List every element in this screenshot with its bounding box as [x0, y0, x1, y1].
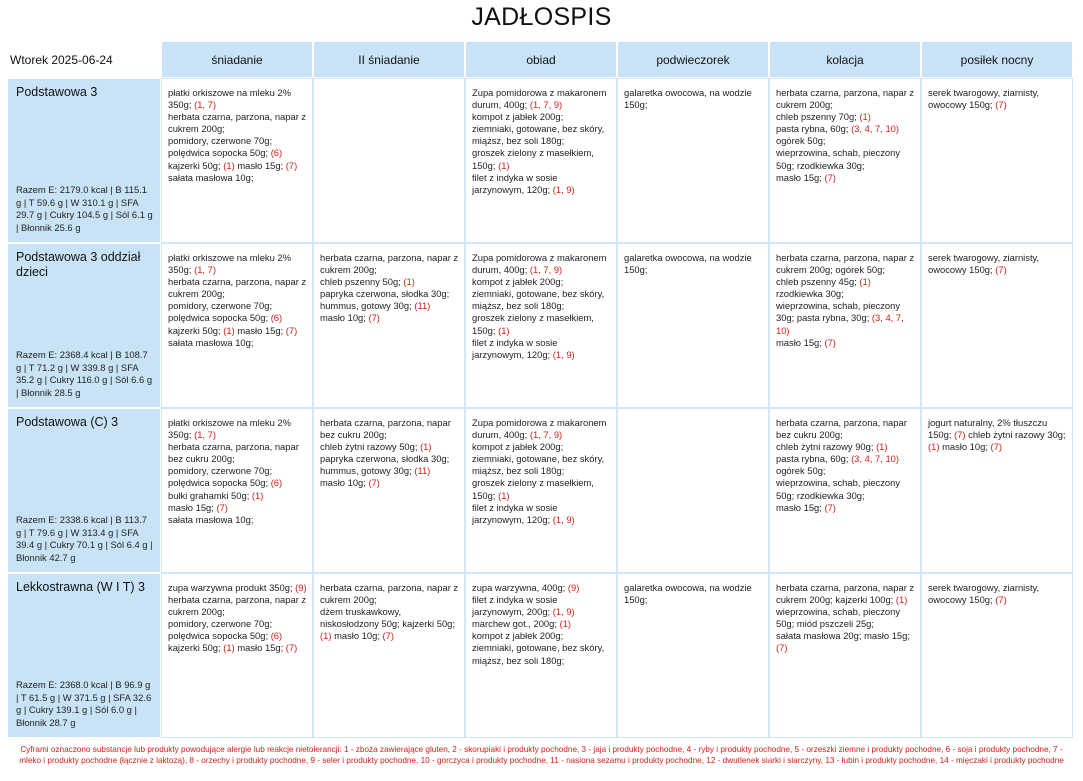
menu-item-text: jogurt naturalny, 2% tłuszczu 150g;	[928, 417, 1048, 441]
menu-item-text: groszek zielony z masełkiem, 150g;	[472, 477, 594, 501]
menu-item	[776, 417, 907, 440]
menu-item-text: filet z indyka w sosie jarzynowym, 120g;	[472, 336, 558, 360]
menu-item-text: masło 15g;	[864, 630, 910, 642]
meal-cell	[770, 574, 920, 737]
diet-summary: Razem E: 2179.0 kcal | B 115.1 g | T 59.6 g | W 310.1 g | SFA 29.7 g | Cukry 104.5 g | Sól 6.1 g | Błonnik 25.6 g	[16, 184, 153, 233]
allergen-code: (7)	[368, 312, 380, 324]
meal-header: podwieczorek	[618, 42, 768, 77]
menu-item	[237, 160, 297, 171]
menu-item	[168, 594, 306, 617]
meal-cell	[466, 409, 616, 572]
menu-item-text: miód pszczeli 25g;	[796, 618, 874, 630]
meal-cell	[922, 79, 1072, 242]
menu-item-text: herbata czarna, parzona, napar bez cukru 200g;	[320, 417, 451, 441]
diet-cell	[8, 244, 160, 407]
menu-item	[320, 477, 380, 488]
menu-item	[320, 465, 430, 476]
meal-cell	[618, 244, 768, 407]
allergen-code: (3, 4, 7, 10)	[851, 123, 900, 135]
menu-item-text: ogórek 50g;	[835, 264, 885, 276]
menu-item	[320, 417, 451, 440]
menu-item	[472, 630, 563, 641]
menu-item	[168, 160, 235, 171]
meal-header: II śniadanie	[314, 42, 464, 77]
allergen-code: (1)	[876, 441, 888, 453]
menu-item-text: chleb pszenny 70g;	[776, 111, 857, 123]
menu-item	[320, 441, 432, 452]
page-title: JADŁOSPIS	[471, 3, 612, 31]
menu-item	[472, 123, 604, 146]
menu-item-text: herbata czarna, parzona, napar z cukrem 200g;	[776, 582, 915, 606]
menu-item-text: filet z indyka w sosie jarzynowym, 120g;	[472, 501, 558, 525]
allergen-code: (1)	[859, 276, 871, 288]
menu-item-text: polędwica sopocka 50g;	[168, 477, 269, 489]
menu-item-text: pomidory, czerwone 70g;	[168, 618, 273, 630]
allergen-code: (6)	[270, 630, 283, 642]
menu-item-text: kajzerki 50g;	[168, 324, 221, 336]
meal-header: kolacja	[770, 42, 920, 77]
menu-item-text: chleb żytni razowy 50g;	[320, 441, 418, 453]
menu-item-text: Zupa pomidorowa z makaronem durum, 400g;	[472, 252, 607, 276]
meal-cell	[162, 79, 312, 242]
allergen-code: (7)	[990, 441, 1003, 453]
menu-item	[168, 172, 253, 183]
menu-table	[6, 40, 1074, 739]
menu-item-text: masło 15g;	[776, 171, 822, 183]
menu-item-text: ziemniaki, gotowane, bez skóry, miąższ, bez soli 180g;	[472, 642, 605, 666]
meal-cell	[162, 574, 312, 737]
allergen-code: (1, 7)	[194, 99, 216, 111]
menu-item-text: ziemniaki, gotowane, bez skóry, miąższ, bez soli 180g;	[472, 288, 605, 312]
menu-item-text: herbata czarna, parzona, napar z cukrem 200g;	[168, 276, 307, 300]
allergen-code: (1, 9)	[552, 513, 575, 525]
menu-item	[776, 441, 888, 452]
menu-item	[168, 300, 272, 311]
allergen-code: (1)	[498, 324, 510, 336]
menu-item-text: dżem truskawkowy, niskosłodzony 50g;	[320, 606, 402, 630]
meal-cell	[314, 409, 464, 572]
menu-item	[472, 87, 606, 110]
allergen-code: (7)	[776, 642, 788, 654]
menu-item	[168, 147, 282, 158]
menu-item	[168, 312, 282, 323]
menu-item	[237, 642, 297, 653]
menu-item-text: kompot z jabłek 200g;	[472, 276, 564, 288]
meal-cell	[922, 244, 1072, 407]
allergen-code: (1, 7, 9)	[529, 264, 563, 276]
meal-cell	[922, 574, 1072, 737]
menu-item	[776, 312, 904, 335]
menu-item-text: ogórek 50g;	[776, 135, 826, 147]
menu-item	[472, 288, 604, 311]
menu-item-text: ziemniaki, gotowane, bez skóry, miąższ, bez soli 180g;	[472, 123, 605, 147]
menu-item-text: kajzerki 50g;	[402, 618, 455, 630]
menu-item-text: kajzerki 50g;	[168, 642, 221, 654]
menu-item-text: serek twarogowy, ziarnisty, owocowy 150g;	[928, 582, 1040, 606]
diet-summary: Razem E: 2338.6 kcal | B 113.7 g | T 79.6 g | W 313.4 g | SFA 39.4 g | Cukry 70.1 g | Sól 6.4 g | Błonnik 42.7 g	[16, 514, 153, 563]
menu-item-text: rzodkiewka 30g;	[796, 489, 865, 501]
menu-item	[776, 111, 871, 122]
menu-item-text: herbata czarna, parzona, napar z cukrem 200g;	[168, 594, 307, 618]
menu-item	[472, 312, 594, 335]
menu-item-text: masło 10g;	[942, 441, 988, 453]
allergen-code: (1, 9)	[552, 606, 575, 618]
meal-cell	[162, 409, 312, 572]
allergen-code: (1)	[928, 441, 940, 453]
menu-item-text: herbata czarna, parzona, napar z cukrem 200g;	[168, 111, 307, 135]
diet-cell	[8, 574, 160, 737]
menu-item-text: polędwica sopocka 50g;	[168, 630, 269, 642]
menu-item	[168, 618, 272, 629]
menu-item-text: marchew got., 200g;	[472, 618, 557, 630]
allergen-code: (3, 4, 7, 10)	[776, 312, 904, 336]
diet-row	[8, 409, 1072, 572]
menu-item-text: masło 15g;	[237, 324, 284, 336]
allergen-code: (1)	[895, 594, 908, 606]
menu-item	[776, 172, 836, 183]
meal-cell	[770, 409, 920, 572]
menu-item-text: sałata masłowa 10g;	[168, 336, 254, 348]
menu-item	[797, 618, 874, 629]
allergen-code: (1)	[223, 642, 235, 654]
menu-item-text: herbata czarna, parzona, napar z cukrem 200g;	[320, 582, 459, 606]
menu-item	[168, 642, 235, 653]
allergen-code: (7)	[368, 477, 380, 489]
meal-cell	[466, 244, 616, 407]
menu-item-text: płatki orkiszowe na mleku 2% 350g;	[168, 87, 291, 111]
menu-item	[797, 490, 865, 501]
menu-item-text: masło 10g;	[334, 630, 380, 642]
menu-item	[168, 582, 307, 593]
menu-item-text: ziemniaki, gotowane, bez skóry, miąższ, bez soli 180g;	[472, 453, 605, 477]
menu-item-text: papryka czerwona, słodka 30g;	[320, 453, 450, 465]
menu-item	[168, 111, 306, 134]
allergen-code: (7)	[824, 171, 836, 183]
menu-item-text: sałata masłowa 20g;	[776, 630, 862, 642]
menu-item	[168, 325, 235, 336]
allergen-code: (7)	[954, 429, 966, 441]
meal-cell	[770, 79, 920, 242]
allergen-code: (7)	[382, 630, 395, 642]
menu-item	[168, 417, 291, 440]
menu-item	[776, 135, 826, 146]
menu-item-text: polędwica sopocka 50g;	[168, 147, 269, 159]
diet-row	[8, 244, 1072, 407]
menu-item	[168, 465, 272, 476]
menu-item	[168, 87, 291, 110]
allergen-code: (1)	[320, 630, 332, 642]
menu-item-text: masło 15g;	[237, 642, 284, 654]
menu-item	[797, 160, 865, 171]
menu-item-text: herbata czarna, parzona, napar z cukrem 200g;	[776, 87, 915, 111]
allergen-code: (6)	[270, 147, 283, 159]
menu-item	[334, 630, 394, 641]
menu-item	[472, 252, 606, 275]
menu-item-text: filet z indyka w sosie jarzynowym, 200g;	[472, 594, 558, 618]
allergen-code: (7)	[995, 99, 1007, 111]
menu-item-text: kajzerki 100g;	[835, 594, 894, 606]
menu-item	[472, 337, 575, 360]
menu-item-text: rzodkiewka 30g;	[796, 159, 865, 171]
menu-item	[472, 172, 575, 195]
menu-item-text: papryka czerwona, słodka 30g;	[320, 288, 450, 300]
menu-item-text: pomidory, czerwone 70g;	[168, 135, 273, 147]
allergen-code: (7)	[995, 264, 1007, 276]
menu-item-text: serek twarogowy, ziarnisty, owocowy 150g;	[928, 252, 1040, 276]
diet-name: Podstawowa 3 oddział dzieci	[16, 250, 141, 279]
menu-item	[168, 252, 291, 275]
allergen-legend: Cyframi oznaczono substancje lub produkty powodujące alergie lub reakcje nietolerancji: 1 - zboża zawierające gluten, 2 - skorupiaki i produkty pochodne, 3 - jaja i produkty pochodne, 4 - ryby i produkty pochodne, 5 - orzeszki ziemne i produkty pochodne, 6 - soja i produkty pochodne, 7 - mleko i produkty pochodne (łącznie z laktozą), 8 - orzechy i produkty pochodne, 9 - seler i produkty pochodne, 10 - gorczyca i produkty pochodne, 11 - nasiona sezamu i produkty pochodne, 12 - dwutlenek siarki i siarczyny, 13 - łubin i produkty pochodne, 14 - mięczaki i produkty pochodne	[19, 745, 1064, 765]
menu-item	[168, 630, 282, 641]
menu-item	[472, 111, 563, 122]
menu-item-text: pasta rybna, 60g;	[776, 453, 849, 465]
diet-row	[8, 79, 1072, 242]
menu-item	[776, 630, 861, 641]
allergen-code: (9)	[567, 582, 580, 593]
menu-item-text: pasta rybna, 30g;	[796, 312, 870, 324]
menu-item-text: chleb pszenny 45g;	[776, 276, 857, 288]
menu-item-text: hummus, gotowy 30g;	[320, 300, 412, 312]
date-label: Wtorek 2025-06-24	[8, 42, 160, 77]
menu-item-text: galaretka owocowa, na wodzie 150g;	[624, 87, 752, 111]
allergen-code: (1, 9)	[552, 348, 575, 360]
allergen-code: (1)	[859, 111, 871, 123]
allergen-code: (11)	[414, 300, 431, 312]
menu-item-text: wieprzowina, schab, pieczony 50g;	[776, 147, 901, 171]
menu-item-text: masło 10g;	[320, 312, 366, 324]
menu-item-text: herbata czarna, parzona, napar bez cukru 200g;	[168, 441, 299, 465]
menu-item	[168, 441, 299, 464]
menu-item-text: chleb żytni razowy 30g;	[968, 429, 1066, 441]
meal-cell	[770, 244, 920, 407]
menu-item	[320, 606, 401, 629]
menu-item-text: herbata czarna, parzona, napar bez cukru 200g;	[776, 417, 907, 441]
menu-item	[928, 87, 1039, 110]
menu-item	[776, 276, 871, 287]
menu-item	[320, 312, 380, 323]
menu-item	[168, 514, 253, 525]
allergen-code: (1)	[223, 159, 235, 171]
menu-item	[624, 87, 752, 110]
allergen-code: (6)	[270, 477, 283, 489]
meal-cell	[618, 574, 768, 737]
meal-cell	[466, 79, 616, 242]
diet-row	[8, 574, 1072, 737]
menu-item	[168, 502, 228, 513]
meal-cell	[314, 574, 464, 737]
menu-item	[776, 87, 914, 110]
menu-item	[168, 276, 306, 299]
menu-item-text: herbata czarna, parzona, napar z cukrem 200g;	[320, 252, 459, 276]
meal-cell	[314, 244, 464, 407]
menu-item	[835, 264, 885, 275]
allergen-code: (1, 7)	[194, 264, 216, 276]
menu-item-text: kompot z jabłek 200g;	[472, 630, 564, 642]
allergen-code: (6)	[270, 312, 283, 324]
menu-item	[472, 642, 604, 665]
menu-item-text: kompot z jabłek 200g;	[472, 111, 564, 123]
menu-item-text: pomidory, czerwone 70g;	[168, 465, 273, 477]
allergen-code: (7)	[285, 642, 298, 654]
menu-item	[776, 502, 836, 513]
menu-item-text: hummus, gotowy 30g;	[320, 465, 412, 477]
meal-header: obiad	[466, 42, 616, 77]
allergen-code: (1)	[251, 489, 264, 501]
allergen-code: (1)	[403, 276, 415, 288]
allergen-code: (7)	[995, 594, 1007, 606]
allergen-code: (1, 7, 9)	[529, 429, 563, 441]
menu-item-text: pomidory, czerwone 70g;	[168, 300, 273, 312]
menu-item	[472, 276, 563, 287]
menu-item-text: wieprzowina, schab, pieczony 30g;	[776, 300, 901, 324]
diet-name: Podstawowa 3	[16, 85, 98, 99]
menu-item	[776, 288, 844, 299]
menu-item-text: masło 15g;	[776, 336, 822, 348]
menu-item	[835, 594, 907, 605]
menu-item	[472, 594, 575, 617]
allergen-code: (7)	[824, 336, 836, 348]
menu-item	[928, 252, 1039, 275]
menu-item	[472, 582, 579, 593]
menu-item	[237, 325, 297, 336]
menu-item	[472, 618, 571, 629]
menu-item	[320, 582, 458, 605]
menu-item	[320, 276, 415, 287]
meal-header: posiłek nocny	[922, 42, 1072, 77]
menu-item-text: galaretka owocowa, na wodzie 150g;	[624, 252, 752, 276]
menu-item-text: masło 15g;	[168, 501, 214, 513]
menu-item	[472, 477, 594, 500]
menu-item	[320, 300, 430, 311]
diet-summary: Razem E: 2368.0 kcal | B 96.9 g | T 61.5 g | W 371.5 g | SFA 32.6 g | Cukry 139.1 g | Sól 6.0 g | Błonnik 28.7 g	[16, 679, 152, 728]
allergen-code: (1, 7)	[194, 429, 216, 441]
menu-item	[942, 441, 1002, 452]
allergen-code: (1, 7, 9)	[529, 99, 563, 111]
meal-cell	[618, 409, 768, 572]
menu-item-text: polędwica sopocka 50g;	[168, 312, 269, 324]
menu-item	[624, 582, 752, 605]
menu-item-text: zupa warzywna, 400g;	[472, 582, 566, 593]
menu-item-text: ogórek 50g;	[776, 465, 826, 477]
menu-item-text: płatki orkiszowe na mleku 2% 350g;	[168, 252, 291, 276]
menu-item-text: galaretka owocowa, na wodzie 150g;	[624, 582, 752, 606]
menu-item-text: sałata masłowa 10g;	[168, 171, 254, 183]
menu-item-text: Zupa pomidorowa z makaronem durum, 400g;	[472, 417, 607, 441]
allergen-code: (7)	[216, 501, 228, 513]
diet-name: Podstawowa (C) 3	[16, 415, 119, 429]
meal-cell	[618, 79, 768, 242]
menu-item	[776, 337, 836, 348]
menu-item-text: pasta rybna, 60g;	[776, 123, 849, 135]
menu-item	[168, 477, 282, 488]
menu-item	[472, 147, 594, 170]
menu-item	[776, 453, 899, 464]
menu-item	[624, 252, 752, 275]
menu-item-text: masło 15g;	[237, 159, 284, 171]
menu-item-text: serek twarogowy, ziarnisty, owocowy 150g;	[928, 87, 1040, 111]
menu-item-text: wieprzowina, schab, pieczony 50g;	[776, 477, 901, 501]
menu-item	[472, 453, 604, 476]
allergen-code: (1)	[559, 618, 572, 630]
meal-cell	[314, 79, 464, 242]
menu-item-text: kajzerki 50g;	[168, 159, 221, 171]
menu-item-text: chleb żytni razowy 90g;	[776, 441, 874, 453]
allergen-code: (1)	[420, 441, 432, 453]
menu-item-text: masło 15g;	[776, 501, 822, 513]
menu-item-text: Zupa pomidorowa z makaronem durum, 400g;	[472, 87, 607, 111]
meal-cell	[922, 409, 1072, 572]
menu-item-text: chleb pszenny 50g;	[320, 276, 401, 288]
meal-cell	[466, 574, 616, 737]
allergen-code: (1)	[498, 489, 510, 501]
allergen-code: (7)	[285, 324, 298, 336]
allergen-code: (1)	[498, 159, 510, 171]
menu-item-text: zupa warzywna produkt 350g;	[168, 582, 293, 593]
menu-item	[776, 465, 826, 476]
menu-item-text: rzodkiewka 30g;	[776, 288, 844, 300]
menu-item	[168, 490, 263, 501]
allergen-code: (9)	[295, 582, 307, 593]
diet-cell	[8, 409, 160, 572]
menu-item-text: sałata masłowa 10g;	[168, 513, 254, 525]
meal-header: śniadanie	[162, 42, 312, 77]
menu-item	[320, 252, 458, 275]
diet-summary: Razem E: 2368.4 kcal | B 108.7 g | T 71.2 g | W 339.8 g | SFA 35.2 g | Cukry 116.0 g | Sól 6.6 g | Błonnik 28.5 g	[16, 349, 153, 398]
menu-item	[320, 453, 449, 464]
menu-item-text: groszek zielony z masełkiem, 150g;	[472, 312, 594, 336]
menu-item-text: bułki grahamki 50g;	[168, 489, 250, 501]
diet-name: Lekkostrawna (W I T) 3	[16, 580, 145, 594]
menu-item	[472, 417, 606, 440]
meal-cell	[162, 244, 312, 407]
menu-item-text: kompot z jabłek 200g;	[472, 441, 564, 453]
allergen-code: (7)	[824, 501, 836, 513]
menu-item	[168, 337, 253, 348]
menu-item-text: herbata czarna, parzona, napar z cukrem 200g;	[776, 252, 915, 276]
allergen-code: (3, 4, 7, 10)	[851, 453, 900, 465]
menu-item	[472, 502, 575, 525]
menu-item	[776, 123, 899, 134]
allergen-code: (11)	[414, 465, 431, 477]
allergen-code: (1, 9)	[552, 183, 575, 195]
menu-item-text: groszek zielony z masełkiem, 150g;	[472, 147, 594, 171]
menu-item-text: wieprzowina, schab, pieczony 50g;	[776, 606, 901, 630]
menu-item	[168, 135, 272, 146]
allergen-code: (1)	[223, 324, 235, 336]
header-row	[8, 42, 1072, 77]
menu-item	[928, 582, 1039, 605]
menu-item	[320, 288, 449, 299]
menu-item-text: filet z indyka w sosie jarzynowym, 120g;	[472, 171, 558, 195]
menu-item	[472, 441, 563, 452]
menu-item-text: płatki orkiszowe na mleku 2% 350g;	[168, 417, 291, 441]
menu-item-text: masło 10g;	[320, 477, 366, 489]
diet-cell	[8, 79, 160, 242]
allergen-code: (7)	[285, 159, 298, 171]
